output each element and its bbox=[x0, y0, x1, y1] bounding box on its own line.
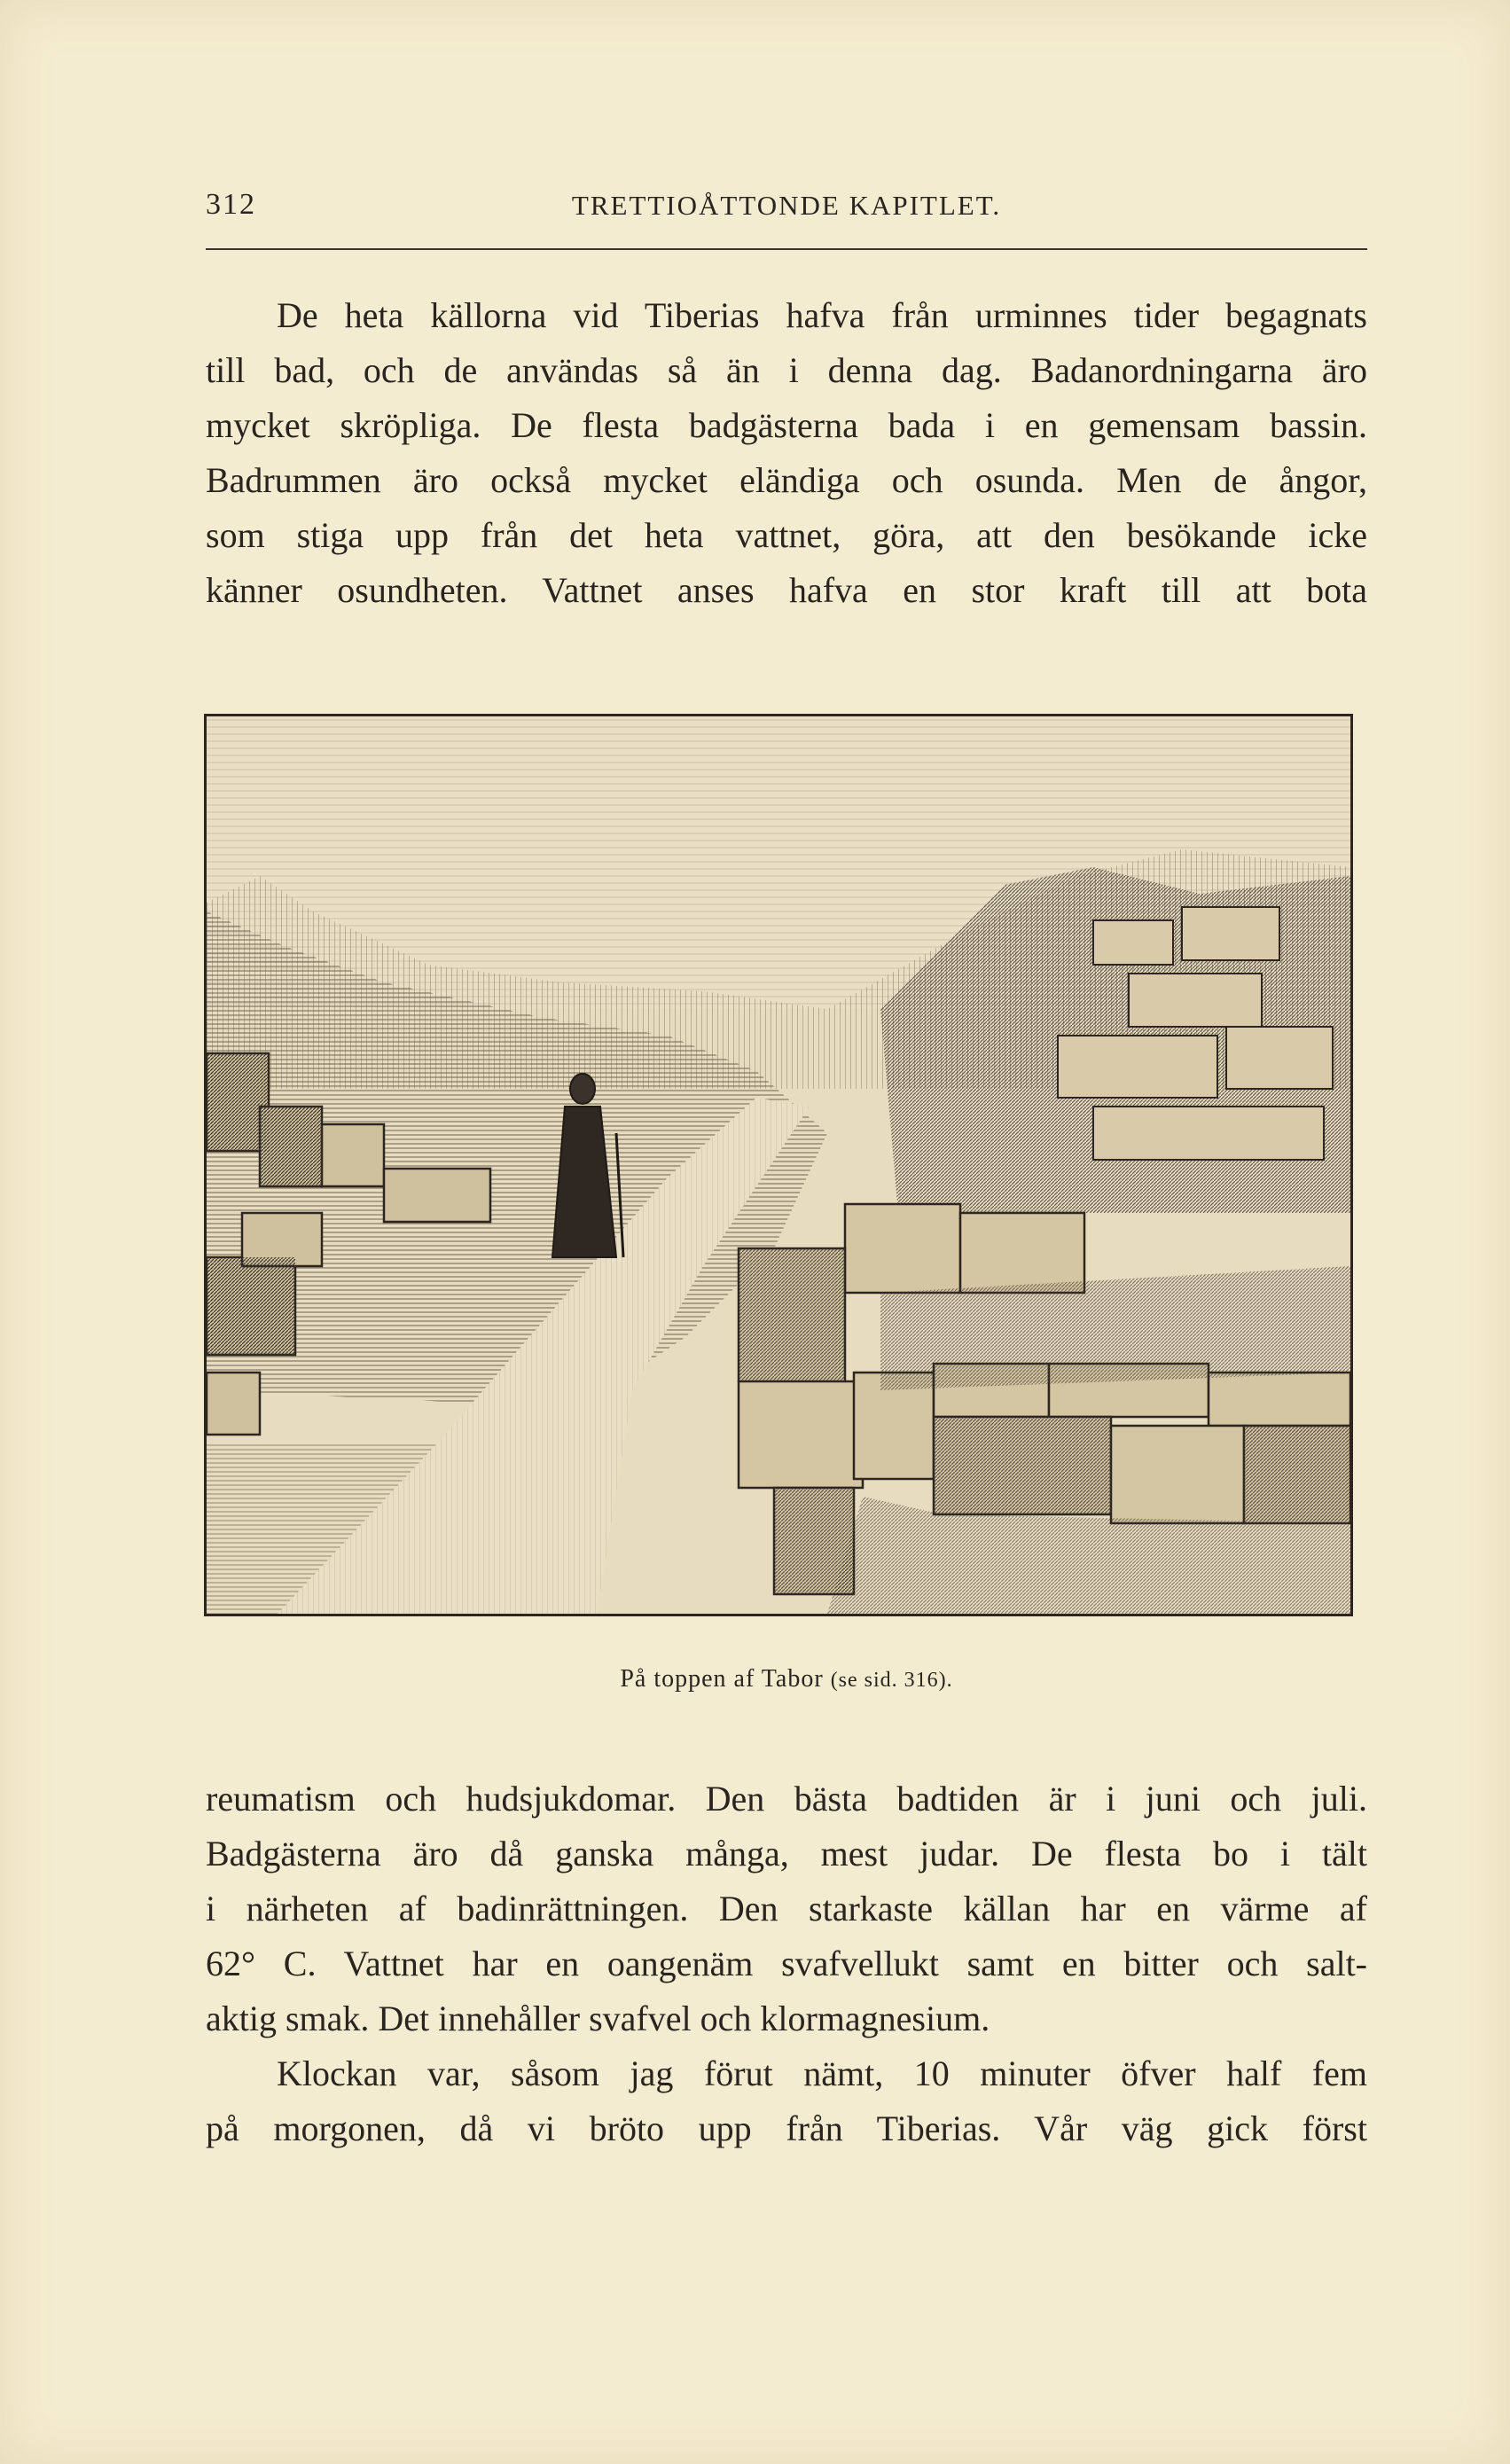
text-line: som stiga upp från det heta vattnet, göra, att den besökande icke bbox=[206, 515, 1367, 555]
text-line: 62° C. Vattnet har en oangenäm svafvellukt samt en bitter och salt- bbox=[206, 1944, 1367, 1983]
running-head bbox=[206, 188, 1367, 241]
text-line: reumatism och hudsjukdomar. Den bästa badtiden är i juni och juli. bbox=[206, 1779, 1367, 1819]
paragraph-hot-springs bbox=[206, 288, 1367, 618]
figure-caption bbox=[206, 1665, 1367, 1694]
engraving-illustration bbox=[204, 714, 1353, 1616]
page-number: 312 bbox=[206, 188, 256, 221]
text-line: mycket skröpliga. De flesta badgästerna bada i en gemensam bassin. bbox=[206, 405, 1367, 445]
text-line: Badrummen äro också mycket eländiga och osunda. Men de ångor, bbox=[206, 460, 1367, 500]
text-line: Klockan var, såsom jag förut nämt, 10 minuter öfver half fem bbox=[277, 2053, 1367, 2093]
text-line: känner osundheten. Vattnet anses hafva en stor kraft till att bota bbox=[206, 570, 1367, 610]
caption-page-reference: (se sid. 316). bbox=[830, 1669, 953, 1692]
text-line: till bad, och de användas så än i denna dag. Badanordningarna äro bbox=[206, 350, 1367, 390]
text-line: Badgästerna äro då ganska många, mest judar. De flesta bo i tält bbox=[206, 1834, 1367, 1873]
chapter-title: TRETTIOÅTTONDE KAPITLET. bbox=[571, 190, 1002, 221]
caption-title: På toppen af Tabor bbox=[620, 1665, 824, 1693]
text-line: i närheten af badinrättningen. Den starkaste källan har en värme af bbox=[206, 1889, 1367, 1928]
text-line: De heta källorna vid Tiberias hafva från urminnes tider begagnats bbox=[277, 295, 1367, 335]
paragraph-bathing-season bbox=[206, 1772, 1367, 2156]
header-rule bbox=[206, 248, 1367, 250]
text-line: på morgonen, då vi bröto upp från Tiberias. Vår väg gick först bbox=[206, 2108, 1367, 2148]
text-line: aktig smak. Det innehåller svafvel och klormagnesium. bbox=[206, 1999, 990, 2038]
